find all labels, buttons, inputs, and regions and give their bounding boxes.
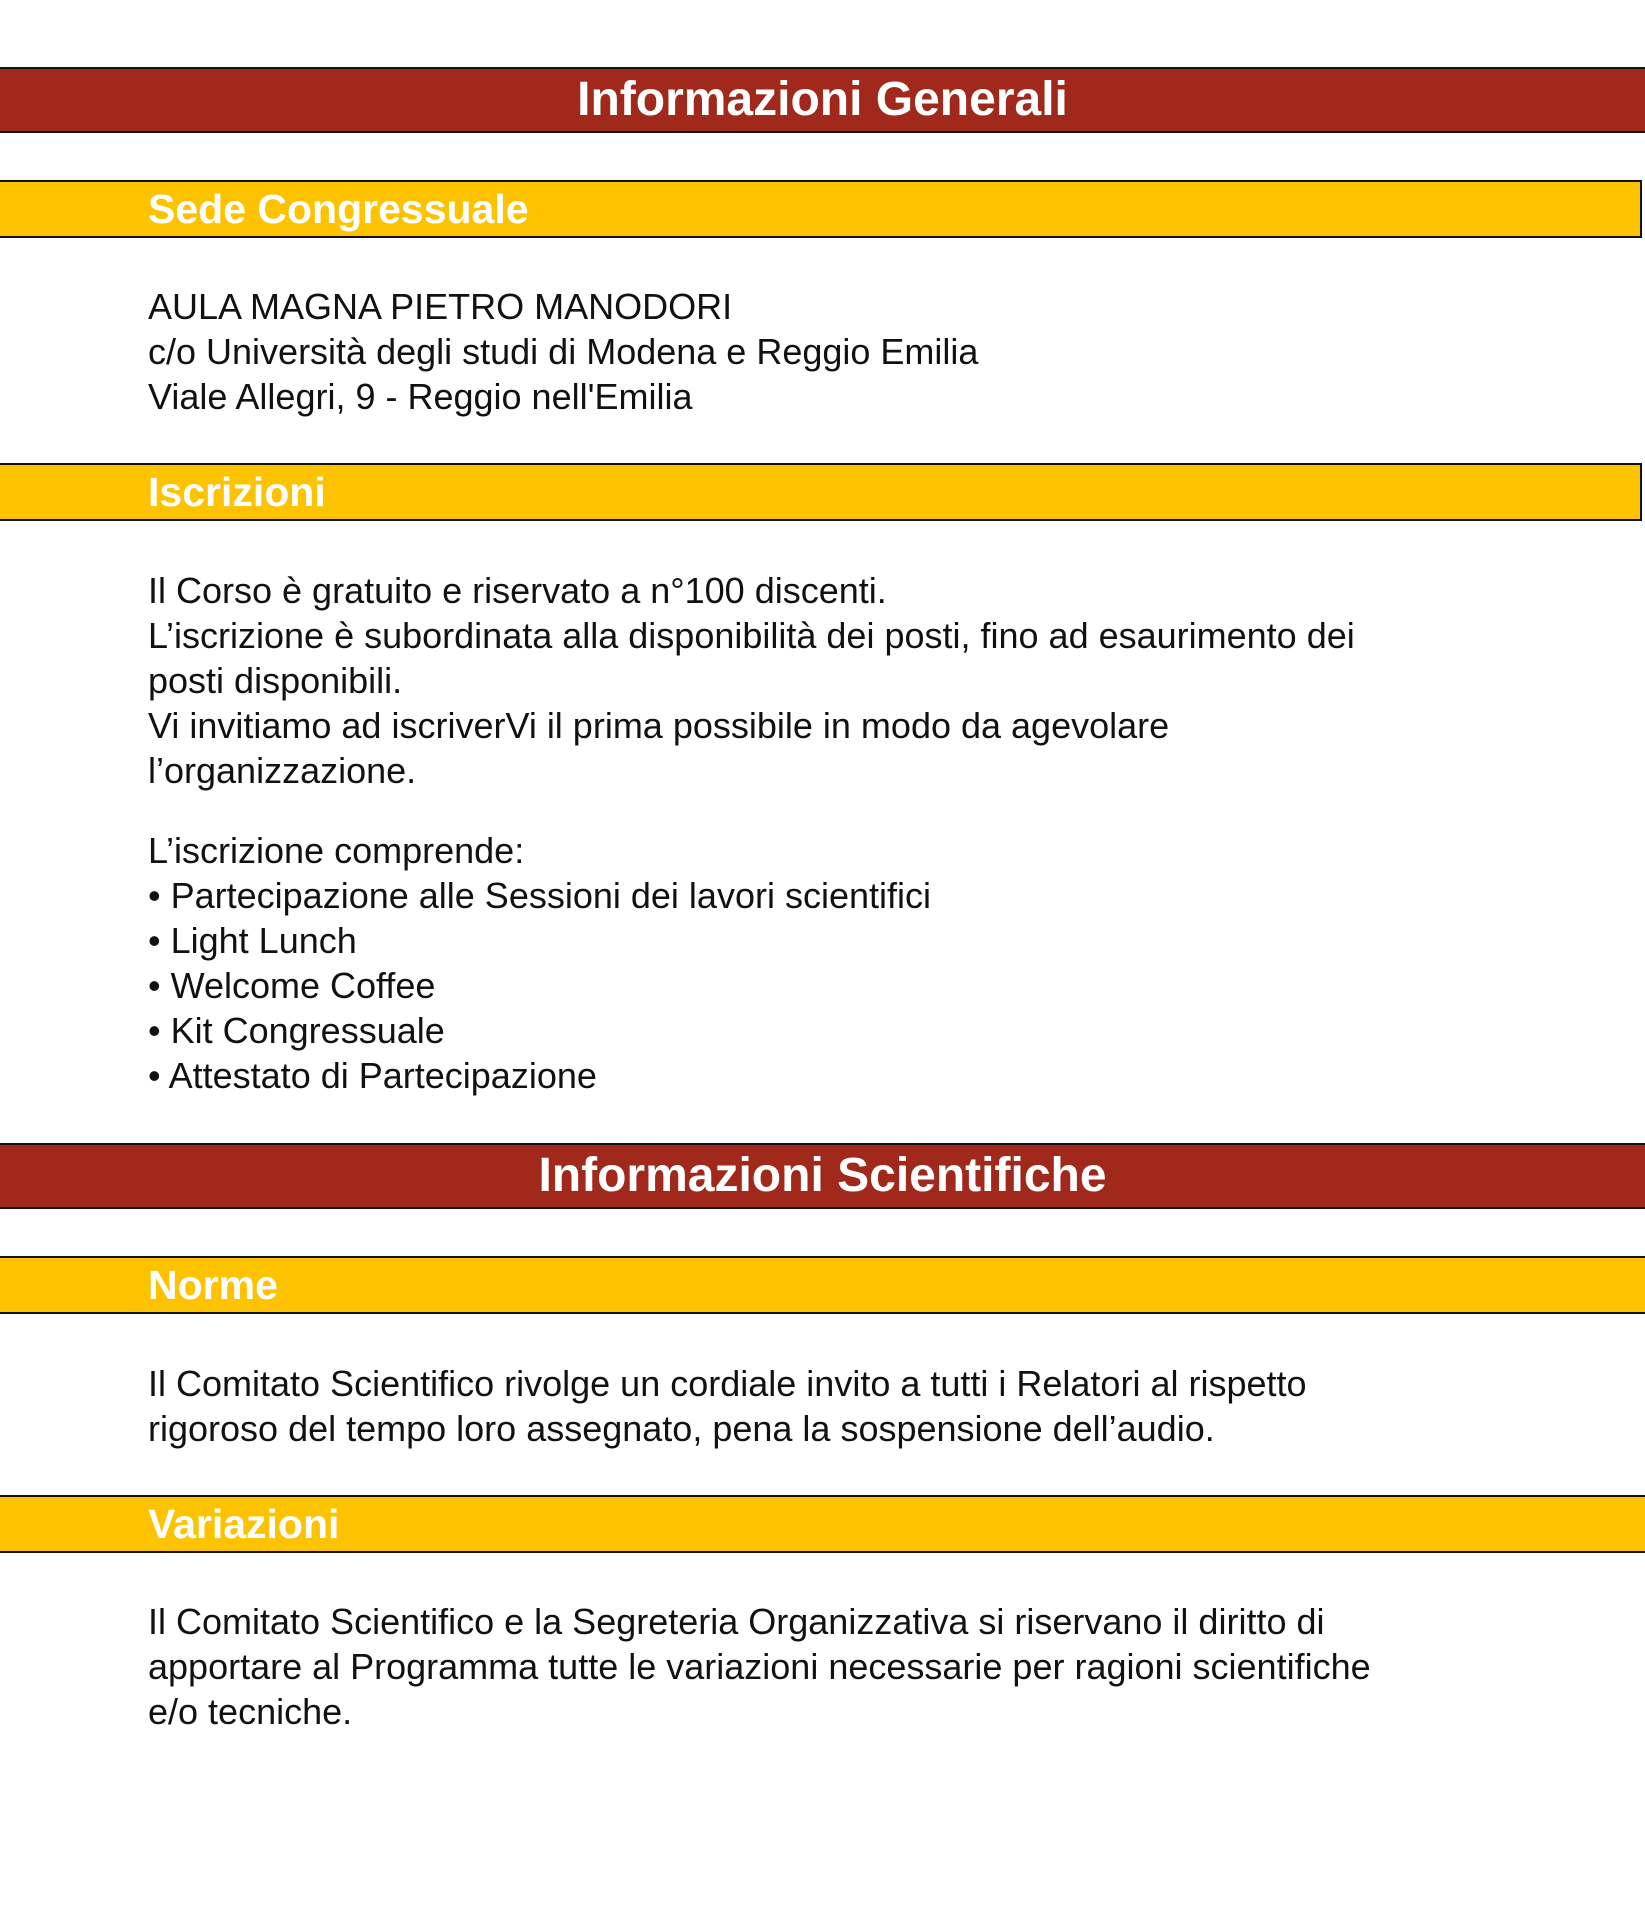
includes-list: [148, 873, 931, 1098]
changes-line: e/o tecniche.: [148, 1691, 353, 1732]
venue-heading: Sede Congressuale: [148, 186, 529, 232]
registration-heading-banner: [0, 463, 1642, 521]
changes-heading-banner: [0, 1495, 1645, 1553]
registration-intro: [148, 568, 1548, 793]
registration-line: l’organizzazione.: [148, 750, 417, 791]
rules-text: [148, 1361, 1548, 1451]
list-item: • Kit Congressuale: [148, 1008, 931, 1053]
scientific-info-banner: [0, 1143, 1645, 1209]
venue-line: AULA MAGNA PIETRO MANODORI: [148, 286, 733, 327]
registration-heading: Iscrizioni: [148, 469, 326, 515]
general-info-banner: [0, 67, 1645, 133]
rules-line: rigoroso del tempo loro assegnato, pena la sospensione dell’audio.: [148, 1408, 1215, 1449]
venue-line: c/o Università degli studi di Modena e Reggio Emilia: [148, 331, 979, 372]
venue-address: [148, 284, 1548, 419]
changes-text: [148, 1599, 1548, 1734]
registration-line: Il Corso è gratuito e riservato a n°100 discenti.: [148, 570, 887, 611]
registration-line: Vi invitiamo ad iscriverVi il prima possibile in modo da agevolare: [148, 705, 1170, 746]
includes-label-text: L’iscrizione comprende:: [148, 830, 525, 871]
changes-line: apportare al Programma tutte le variazioni necessarie per ragioni scientifiche: [148, 1646, 1371, 1687]
list-item: • Light Lunch: [148, 918, 931, 963]
list-item: • Welcome Coffee: [148, 963, 931, 1008]
includes-label: [148, 828, 1548, 873]
list-item: • Partecipazione alle Sessioni dei lavori scientifici: [148, 873, 931, 918]
venue-heading-banner: [0, 180, 1642, 238]
venue-line: Viale Allegri, 9 - Reggio nell'Emilia: [148, 376, 693, 417]
rules-heading-banner: [0, 1256, 1645, 1314]
registration-line: L’iscrizione è subordinata alla disponibilità dei posti, fino ad esaurimento dei: [148, 615, 1355, 656]
rules-heading: Norme: [148, 1262, 278, 1308]
registration-line: posti disponibili.: [148, 660, 403, 701]
scientific-info-title: Informazioni Scientifiche: [538, 1149, 1107, 1202]
general-info-title: Informazioni Generali: [577, 73, 1068, 126]
list-item: • Attestato di Partecipazione: [148, 1053, 931, 1098]
changes-heading: Variazioni: [148, 1501, 340, 1547]
changes-line: Il Comitato Scientifico e la Segreteria Organizzativa si riservano il diritto di: [148, 1601, 1325, 1642]
rules-line: Il Comitato Scientifico rivolge un cordiale invito a tutti i Relatori al rispetto: [148, 1363, 1307, 1404]
